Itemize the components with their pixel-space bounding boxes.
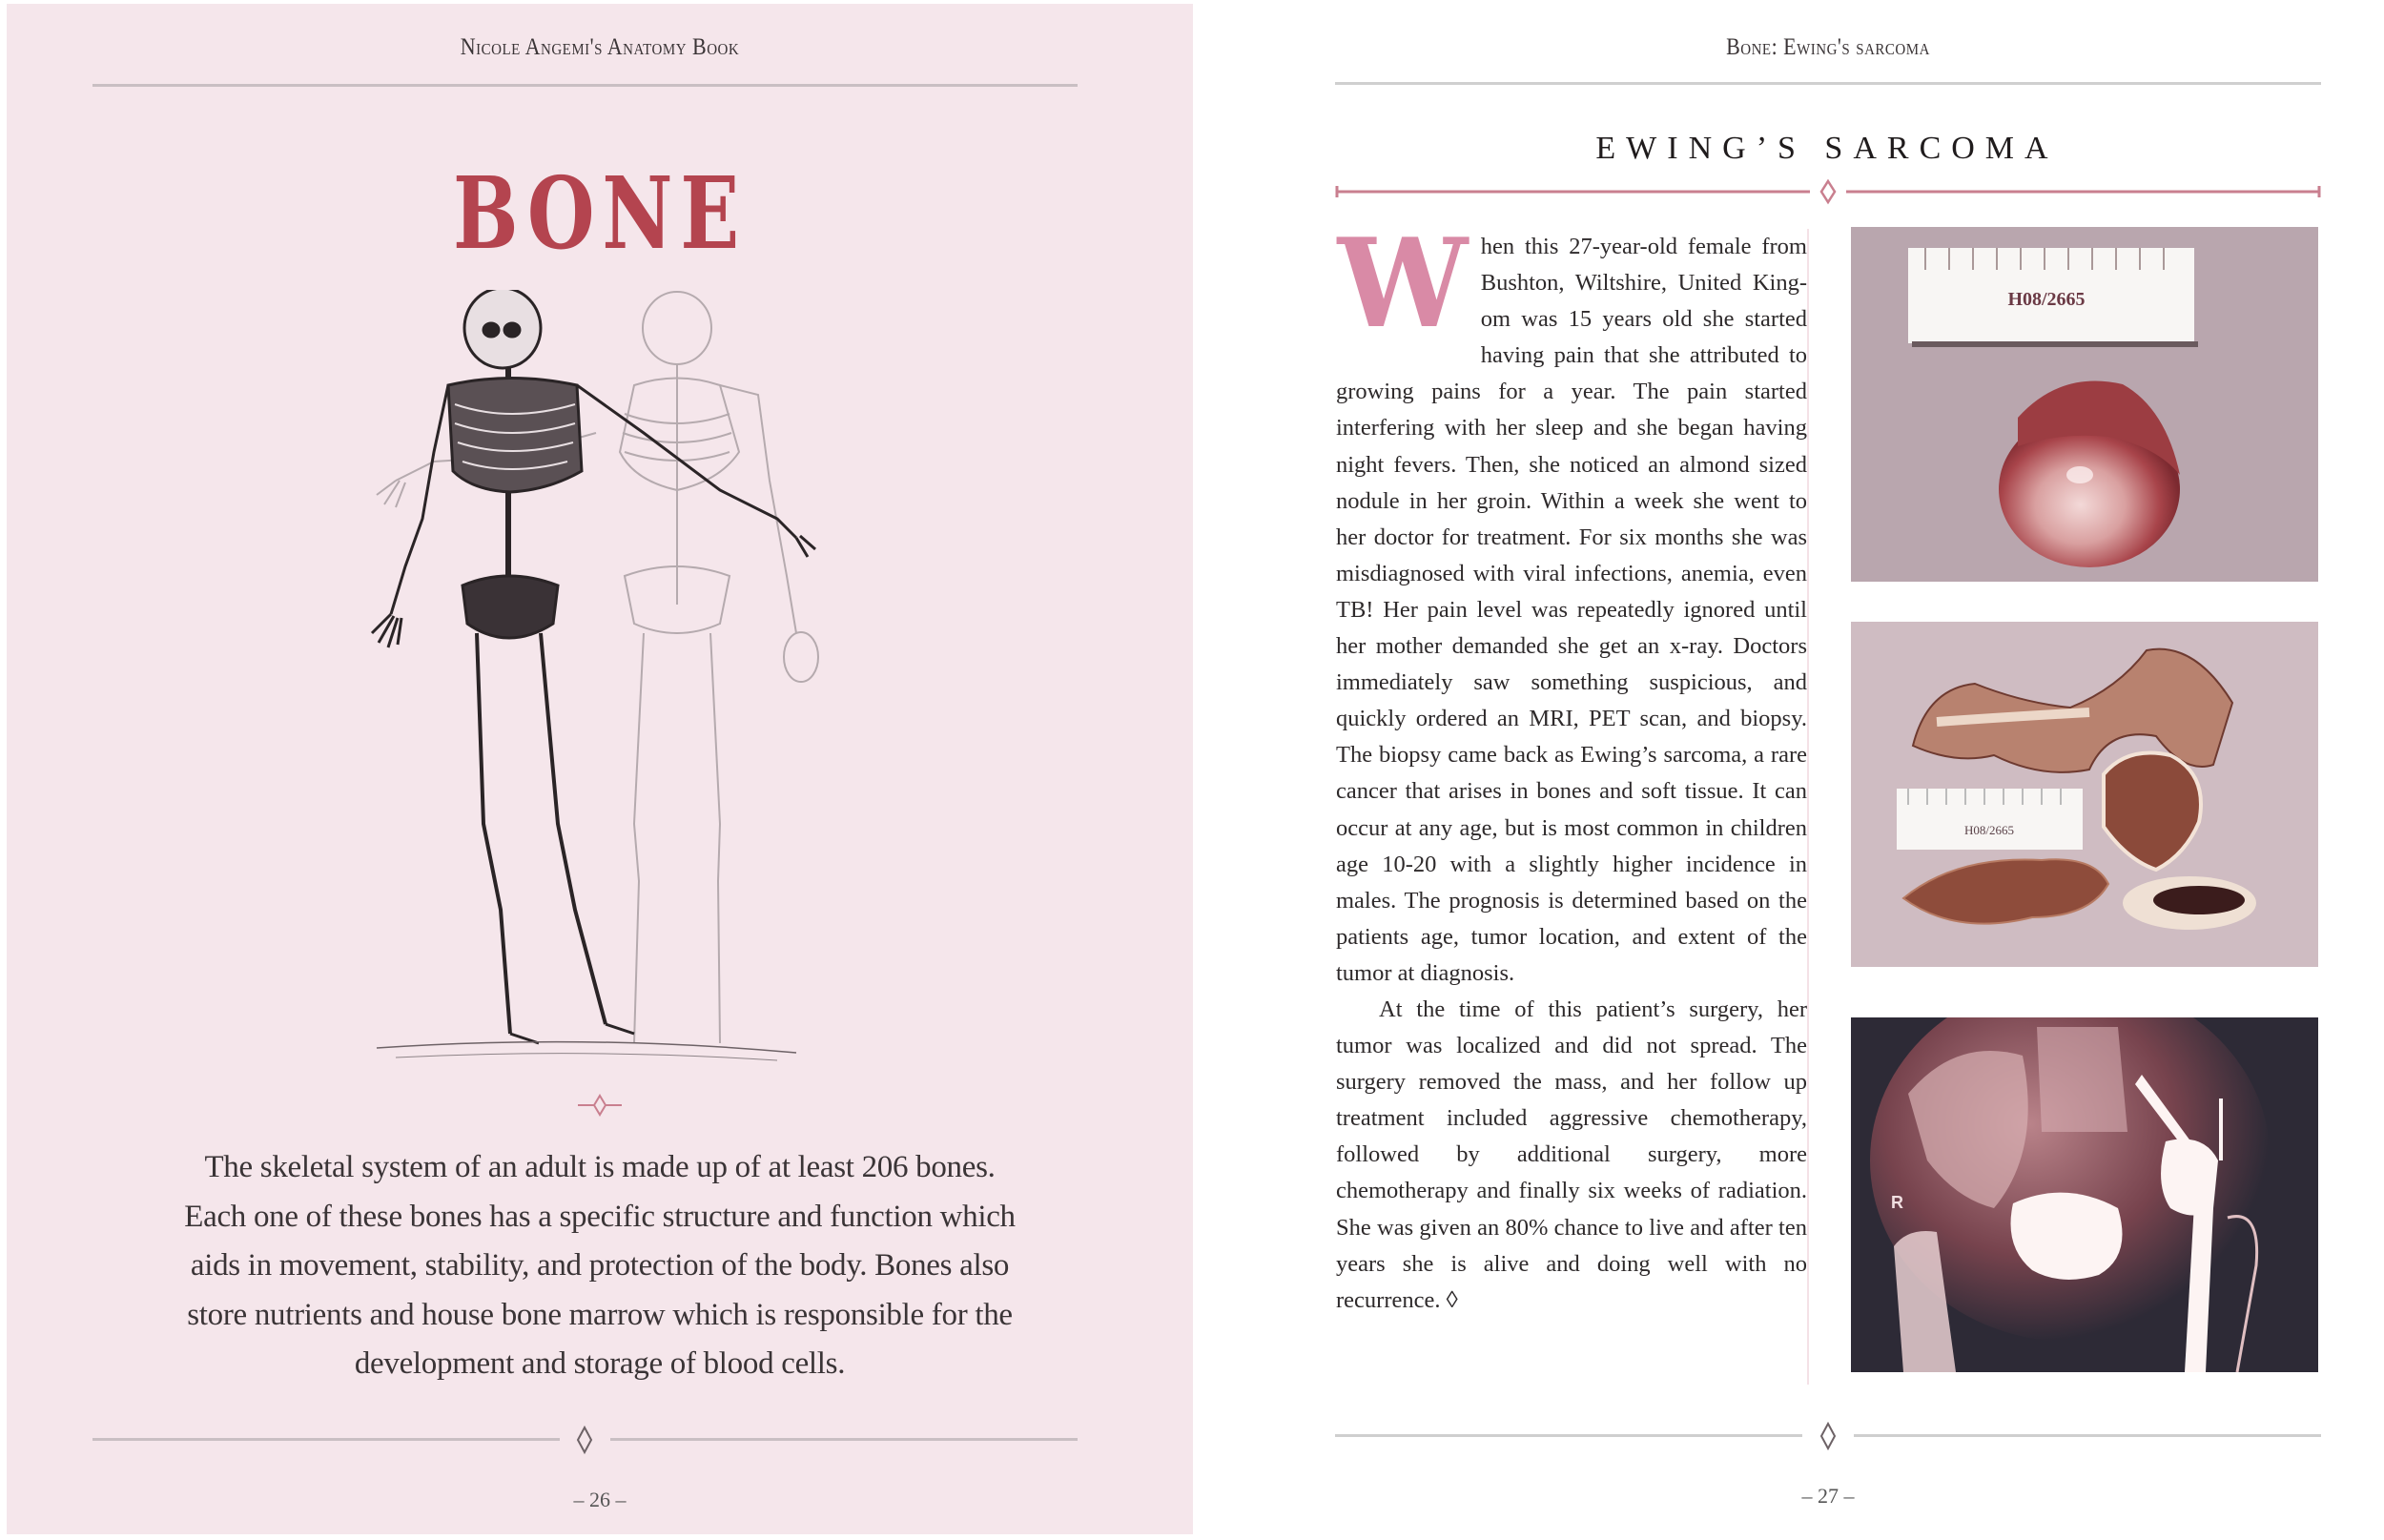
intro-line: aids in movement, stability, and protection of the body. Bones also	[190, 1248, 1010, 1283]
skeleton-illustration	[319, 290, 853, 1072]
left-page	[7, 4, 1193, 1534]
chapter-intro	[112, 1143, 1088, 1389]
page-number: – 27 –	[1801, 1484, 1855, 1508]
sectioned-bone-specimen-photo	[1851, 622, 2318, 967]
footer-rule	[1335, 1422, 2321, 1450]
header-rule	[1335, 82, 2321, 85]
resected-tumor-photo	[1851, 227, 2318, 582]
right-page	[1203, 0, 2384, 1540]
diamond-icon	[572, 1426, 597, 1454]
svg-text:R: R	[1891, 1193, 1903, 1212]
diamond-icon	[1816, 1422, 1840, 1450]
paragraph: At the time of this patient’s surgery, her tumor was localized and did not spread. The surgery removed the mass, and her follow up treatment included aggressive chemotherapy, followed by additional surgery, more chemotherapy and finally six weeks of radiation. She was given an 80% chance to live and after ten years she is alive and doing well with no recurrence. ◊	[1336, 996, 1807, 1313]
column-divider	[1807, 229, 1809, 1385]
paragraph: hen this 27-year-old female from Bushton, Wiltshire, United Kingom was 15 years old she started having pain that she attributed to growing pains for a year. The pain started interfering with her sleep and she began having night fevers. Then, she noticed an almond sized nodule in her groin. Within a week she went to her doctor for treatment. For six months she was misdiagnosed with viral infections, anemia, even TB! Her pain level was repeatedly ignored until her mother demanded she get an x-ray. Doctors immediately saw something suspicious, and quickly ordered an MRI, PET scan, and biopsy. The biopsy came back as Ewing’s sarcoma, a rare cancer that arises in bones and soft tissue. It can occur at any age, but is most common in children age 10-20 with a slightly higher incidence in males. The prognosis is determined based on the patients age, tumor location, and extent of the tumor at diagnosis.	[1336, 234, 1807, 986]
intro-line: development and storage of blood cells.	[354, 1346, 846, 1381]
intro-line: store nutrients and house bone marrow which is responsible for the	[187, 1297, 1013, 1332]
chapter-title: BONE	[453, 154, 747, 272]
article-title: EWING’S SARCOMA	[1595, 131, 2059, 166]
header-rule	[92, 84, 1078, 87]
intro-line: The skeletal system of an adult is made up of at least 206 bones.	[204, 1150, 996, 1184]
diamond-icon	[1821, 181, 1835, 202]
divider-ornament-icon	[576, 1093, 624, 1118]
title-ornament-rule	[1335, 177, 2321, 206]
article-body	[1336, 213, 1807, 1319]
running-head: Bone: Ewing's sarcoma	[1726, 32, 1930, 60]
running-head: Nicole Angemi's Anatomy Book	[460, 32, 740, 60]
svg-text:H08/2665: H08/2665	[1964, 823, 2014, 837]
intro-line: Each one of these bones has a specific structure and function which	[184, 1199, 1016, 1234]
drop-cap: W	[1337, 213, 1469, 356]
page-number: – 26 –	[573, 1488, 627, 1511]
pelvic-xray-photo	[1851, 1017, 2318, 1372]
footer-rule	[92, 1426, 1078, 1454]
svg-text:H08/2665: H08/2665	[2007, 289, 2086, 310]
